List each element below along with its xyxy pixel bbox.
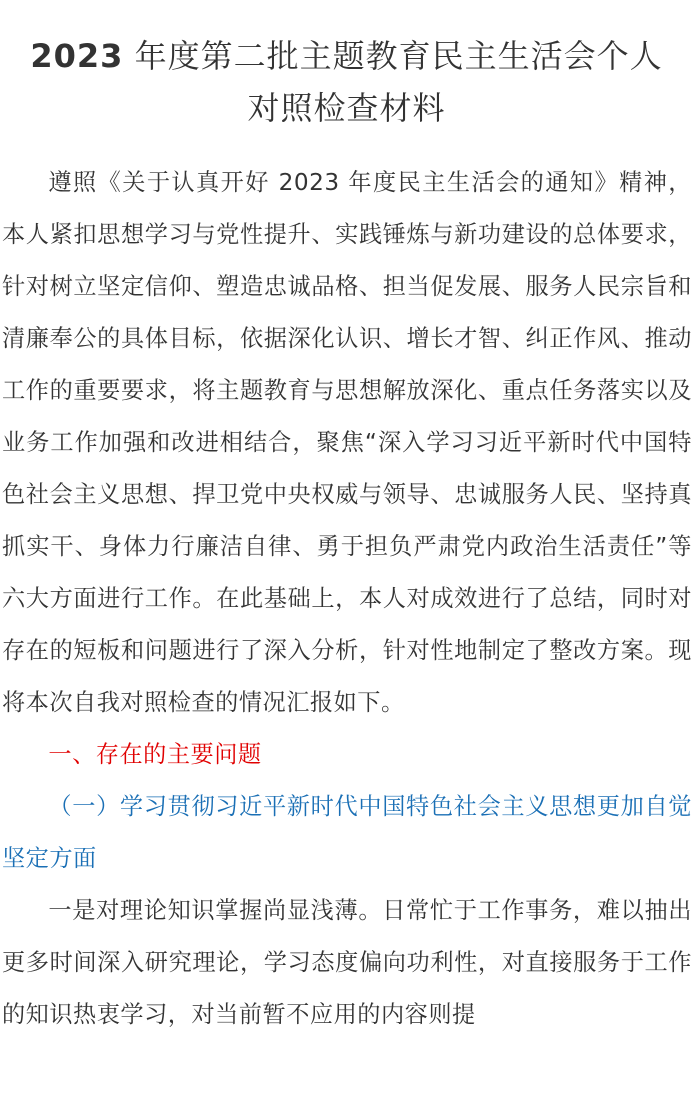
- intro-paragraph: 遵照《关于认真开好 2023 年度民主生活会的通知》精神，本人紧扣思想学习与党性提升、实践锤炼与新功建设的总体要求，针对树立坚定信仰、塑造忠诚品格、担当促发展、服务人民宗旨和清廉奉公的具体目标，依据深化认识、增长才智、纠正作风、推动工作的重要要求，将主题教育与思想解放深化、重点任务落实以及业务工作加强和改进相结合，聚焦“深入学习习近平新时代中国特色社会主义思想、捍卫党中央权威与领导、忠诚服务人民、坚持真抓实干、身体力行廉洁自律、勇于担负严肃党内政治生活责任”等六大方面进行工作。在此基础上，本人对成效进行了总结，同时对存在的短板和问题进行了深入分析，针对性地制定了整改方案。现将本次自我对照检查的情况汇报如下。: [2, 169, 692, 716]
- problem-paragraph-1: 一是对理论知识掌握尚显浅薄。日常忙于工作事务，难以抽出更多时间深入研究理论，学习态度偏向功利性，对直接服务于工作的知识热衷学习，对当前暂不应用的内容则提: [2, 897, 692, 1028]
- subsection-heading-1: （一）学习贯彻习近平新时代中国特色社会主义思想更加自觉坚定方面: [2, 793, 692, 872]
- section-heading-main-problems: 一、存在的主要问题: [48, 741, 262, 768]
- title-year: 2023: [30, 37, 124, 75]
- title-line-1: [0, 30, 693, 82]
- title-line-2: 对照检查材料: [247, 89, 446, 127]
- document-body: [2, 157, 692, 1041]
- document-title: [0, 0, 693, 134]
- title-line-1-text: 年度第二批主题教育民主生活会个人: [123, 37, 663, 75]
